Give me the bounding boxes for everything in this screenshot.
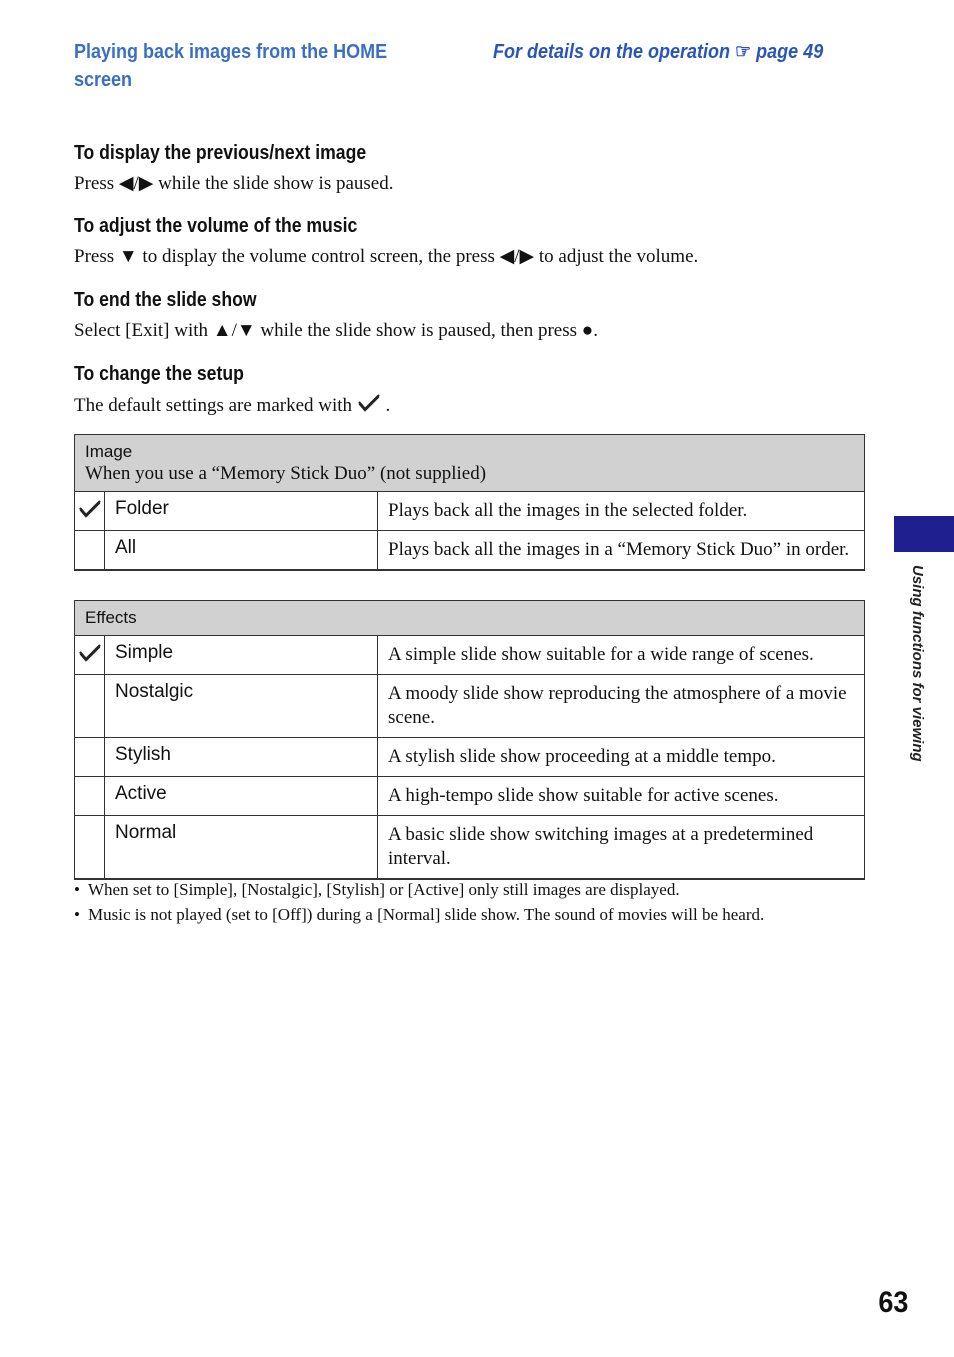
section-text: Press ▼ to display the volume control screen, the press ◀/▶ to adjust the volume. <box>74 246 699 267</box>
option-description: A high-tempo slide show suitable for active scenes. <box>378 777 865 816</box>
table-header <box>75 435 865 492</box>
option-name: Folder <box>105 492 378 531</box>
table-title: Image <box>85 442 133 461</box>
option-description: A stylish slide show proceeding at a middle tempo. <box>378 738 865 777</box>
table-row <box>75 492 865 531</box>
bullet: • <box>74 880 80 899</box>
check-mark-icon <box>78 499 102 524</box>
option-name: Stylish <box>105 738 378 777</box>
image-settings-table <box>74 434 865 571</box>
option-description: Plays back all the images in the selected folder. <box>378 492 865 531</box>
section-text-main: The default settings are marked with <box>74 394 353 416</box>
default-cell <box>75 531 105 571</box>
option-name: Active <box>105 777 378 816</box>
table-row <box>75 531 865 571</box>
table-row <box>75 816 865 880</box>
default-cell <box>75 816 105 880</box>
section-heading: To end the slide show <box>74 289 257 311</box>
section-heading: To display the previous/next image <box>74 142 367 164</box>
section-volume <box>74 213 698 269</box>
table-subtitle: When you use a “Memory Stick Duo” (not supplied) <box>85 463 487 484</box>
option-description: Plays back all the images in a “Memory Stick Duo” in order. <box>378 531 865 571</box>
pointing-hand-icon: ☞ <box>735 41 752 63</box>
section-title: Playing back images from the HOME screen <box>74 41 388 91</box>
effects-settings-table <box>74 600 865 880</box>
section-text <box>74 393 390 420</box>
default-cell <box>75 492 105 531</box>
option-name: Simple <box>105 636 378 675</box>
section-change-setup <box>74 361 390 420</box>
note-text: Music is not played (set to [Off]) during a [Normal] slide show. The sound of movies will be heard. <box>88 905 765 924</box>
chapter-tab-marker <box>894 516 954 552</box>
option-name: Normal <box>105 816 378 880</box>
option-description: A simple slide show suitable for a wide range of scenes. <box>378 636 865 675</box>
default-cell <box>75 675 105 738</box>
section-text: Select [Exit] with ▲/▼ while the slide show is paused, then press ●. <box>74 320 599 341</box>
bullet: • <box>74 905 80 924</box>
section-heading: To change the setup <box>74 363 244 385</box>
table-row <box>75 675 865 738</box>
section-heading: To adjust the volume of the music <box>74 215 358 237</box>
option-description: A basic slide show switching images at a predetermined interval. <box>378 816 865 880</box>
default-cell <box>75 738 105 777</box>
note-text: When set to [Simple], [Nostalgic], [Stylish] or [Active] only still images are displayed. <box>88 880 680 899</box>
table-title: Effects <box>85 608 137 627</box>
table-row <box>75 636 865 675</box>
page-reference[interactable] <box>493 38 823 66</box>
check-mark-icon <box>357 393 381 420</box>
default-cell <box>75 636 105 675</box>
list-item <box>74 877 864 902</box>
section-prev-next <box>74 140 406 196</box>
page-reference-prefix: For details on the operation <box>493 41 731 63</box>
chapter-side-label-text: Using functions for viewing <box>909 565 926 762</box>
section-end-slideshow <box>74 287 598 343</box>
option-name: Nostalgic <box>105 675 378 738</box>
chapter-side-label <box>909 565 932 795</box>
notes-list <box>74 877 864 927</box>
check-mark-icon <box>78 643 102 668</box>
option-name: All <box>105 531 378 571</box>
table-row <box>75 738 865 777</box>
table-row <box>75 777 865 816</box>
default-cell <box>75 777 105 816</box>
page-number: 63 <box>877 1286 908 1319</box>
section-text: Press ◀/▶ while the slide show is paused. <box>74 173 394 194</box>
section-text-end: . <box>385 394 391 416</box>
list-item <box>74 902 864 927</box>
table-header <box>75 601 865 636</box>
option-description: A moody slide show reproducing the atmosphere of a movie scene. <box>378 675 865 738</box>
page-reference-page: page 49 <box>756 41 824 63</box>
